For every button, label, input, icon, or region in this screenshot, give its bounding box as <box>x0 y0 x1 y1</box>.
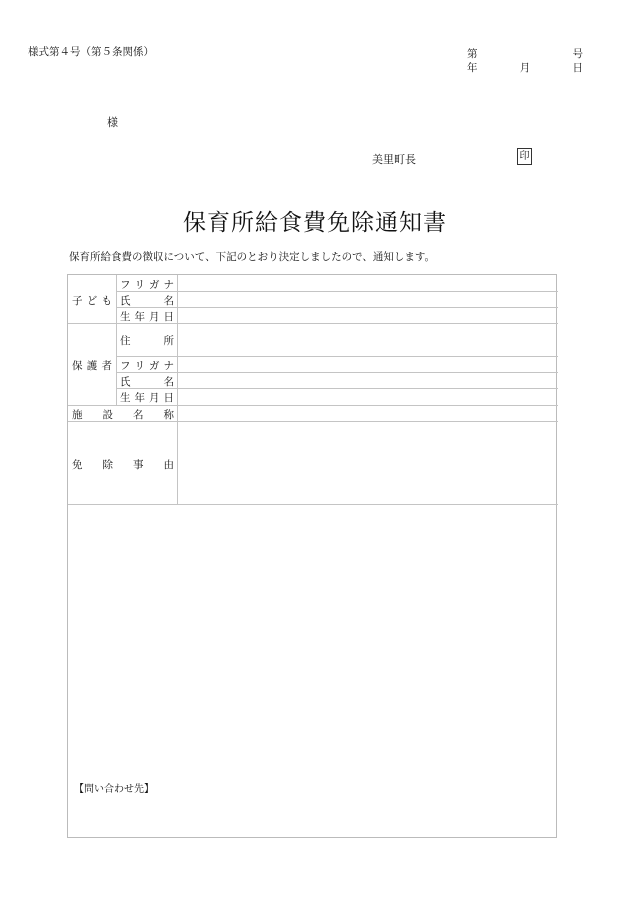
form-number: 様式第４号（第５条関係） <box>28 46 154 58</box>
document-number-block <box>467 47 583 75</box>
guardian-label: 保 護 者 <box>72 360 112 372</box>
rule <box>116 372 558 373</box>
rule <box>116 307 558 308</box>
child-label: 子 ど も <box>72 295 112 307</box>
child-birthdate-label: 生 年 月 日 <box>120 311 174 323</box>
guardian-name-label: 氏 名 <box>120 376 174 388</box>
page-title: 保育所給食費免除通知書 <box>183 210 447 236</box>
date-year: 年 <box>467 62 478 74</box>
guardian-birthdate-label: 生 年 月 日 <box>120 392 174 404</box>
sender-name: 美里町長 <box>372 153 416 166</box>
date-day: 日 <box>572 62 583 74</box>
rule <box>116 356 558 357</box>
facility-label: 施 設 名 称 <box>72 409 174 421</box>
guardian-furigana-label: フ リ ガ ナ <box>120 360 174 372</box>
doc-no-suffix: 号 <box>572 48 583 60</box>
seal-stamp: 印 <box>517 148 532 165</box>
rule <box>177 275 178 504</box>
guardian-address-label: 住 所 <box>120 335 174 347</box>
child-furigana-label: フ リ ガ ナ <box>120 279 174 291</box>
rule <box>68 504 558 505</box>
recipient-suffix: 様 <box>107 116 118 129</box>
date-month: 月 <box>519 62 531 74</box>
child-name-label: 氏 名 <box>120 295 174 307</box>
rule <box>116 291 558 292</box>
lead-text: 保育所給食費の徴収について、下記のとおり決定しましたので、通知します。 <box>69 251 436 263</box>
rule <box>116 388 558 389</box>
rule <box>68 405 558 406</box>
doc-no-prefix: 第 <box>467 48 478 60</box>
notice-form-table <box>67 274 557 838</box>
contact-label: 【問い合わせ先】 <box>74 784 154 795</box>
reason-label: 免 除 事 由 <box>72 459 174 471</box>
rule <box>116 275 117 405</box>
